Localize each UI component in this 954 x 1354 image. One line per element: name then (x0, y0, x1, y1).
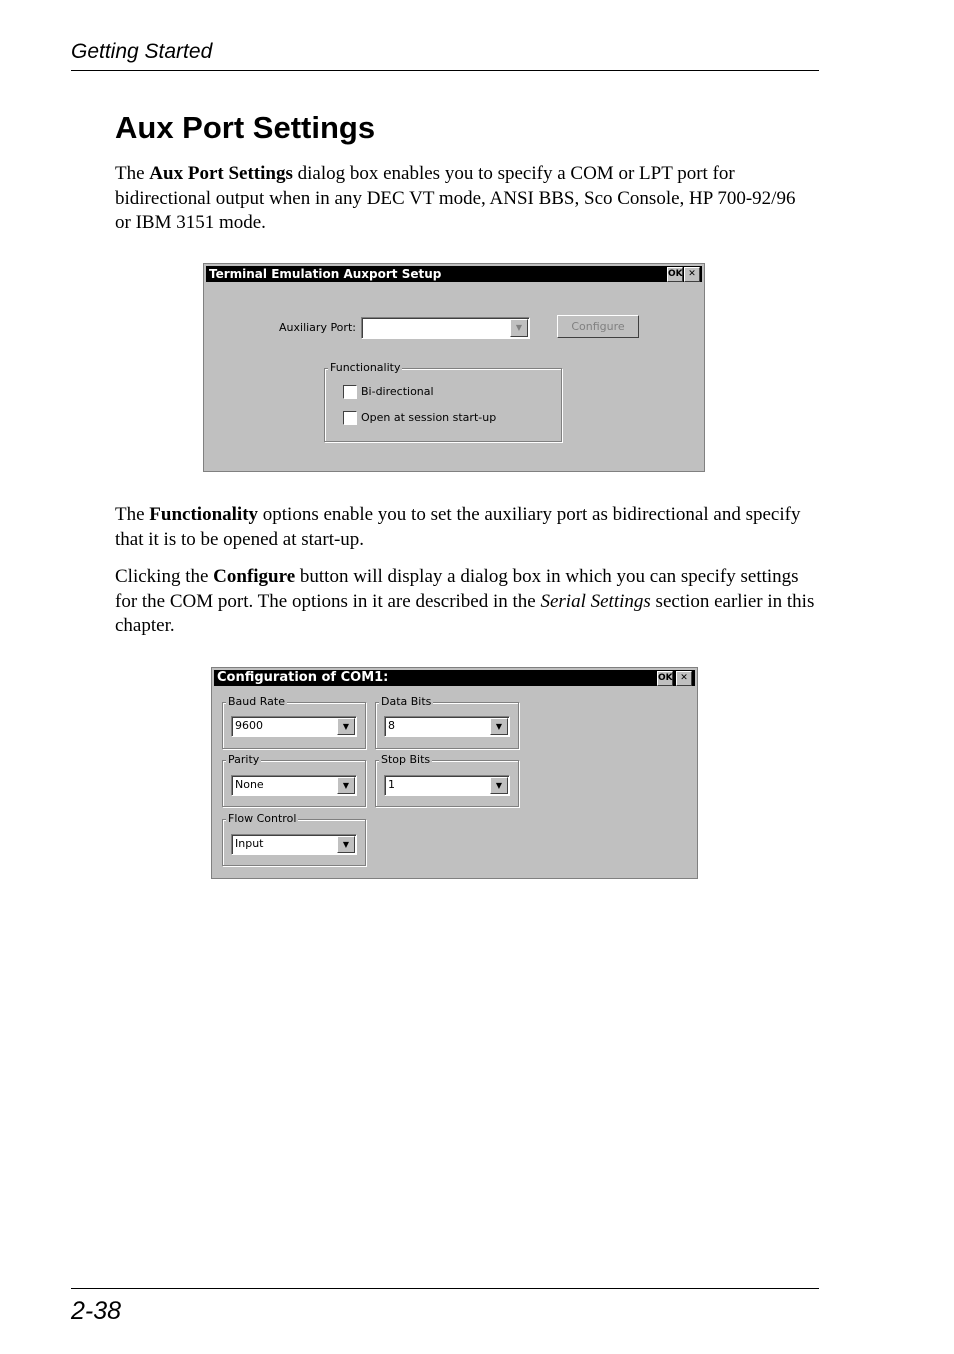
bold-term: Configure (213, 566, 296, 587)
data-bits-dropdown[interactable] (384, 716, 510, 737)
flow-control-value: Input (235, 837, 264, 850)
bidirectional-checkbox[interactable] (343, 385, 357, 399)
chevron-down-icon[interactable]: ▼ (337, 718, 355, 735)
running-header: Getting Started (71, 40, 213, 63)
baud-rate-label: Baud Rate (228, 695, 285, 708)
flow-control-dropdown[interactable] (231, 834, 357, 855)
baud-rate-dropdown[interactable] (231, 716, 357, 737)
data-bits-value: 8 (388, 719, 395, 732)
chevron-down-icon[interactable]: ▼ (490, 718, 508, 735)
text-run: Clicking the (115, 566, 214, 587)
parity-dropdown[interactable] (231, 775, 357, 796)
italic-term: Serial Settings (540, 590, 651, 612)
text-run: section earlier in this chapter. (115, 590, 815, 636)
text-run: The (115, 163, 150, 184)
close-icon[interactable]: ✕ (684, 267, 700, 282)
ok-button[interactable]: OK (667, 267, 683, 282)
text-run: button will display a dialog box in which you can specify settings for the COM port. The options in it are described in the (115, 566, 799, 612)
stop-bits-dropdown[interactable] (384, 775, 510, 796)
page-number: 2-38 (71, 1297, 122, 1325)
functionality-paragraph (115, 503, 815, 552)
footer-rule (71, 1288, 819, 1289)
auxport-setup-dialog (203, 263, 705, 472)
dialog-title-bar (214, 670, 695, 686)
data-bits-group (375, 695, 519, 749)
functionality-group (324, 361, 562, 442)
open-at-startup-label: Open at session start-up (361, 411, 497, 424)
chevron-down-icon[interactable]: ▼ (490, 777, 508, 794)
ok-button[interactable]: OK (657, 671, 673, 686)
functionality-group-label: Functionality (330, 361, 401, 374)
stop-bits-group (375, 753, 519, 807)
parity-group (222, 753, 366, 807)
com-configuration-dialog (211, 667, 698, 879)
configure-paragraph (115, 565, 815, 639)
intro-paragraph (115, 162, 815, 236)
chevron-down-icon[interactable]: ▼ (510, 319, 528, 337)
text-run: options enable you to set the auxiliary port as bidirectional and specify that it is to be opened at start-up. (115, 504, 801, 550)
bold-term: Functionality (149, 504, 259, 525)
parity-label: Parity (228, 753, 260, 766)
bidirectional-label: Bi-directional (361, 385, 434, 398)
dialog-title-bar (206, 266, 702, 282)
header-rule (71, 70, 819, 71)
stop-bits-value: 1 (388, 778, 395, 791)
stop-bits-label: Stop Bits (381, 753, 431, 766)
baud-rate-group (222, 695, 366, 749)
close-icon[interactable]: ✕ (676, 671, 692, 686)
parity-value: None (235, 778, 264, 791)
configure-button[interactable]: Configure (557, 315, 639, 338)
chevron-down-icon[interactable]: ▼ (337, 836, 355, 853)
flow-control-group (222, 812, 366, 866)
auxiliary-port-label: Auxiliary Port: (279, 321, 356, 334)
baud-rate-value: 9600 (235, 719, 263, 732)
dialog-title: Configuration of COM1: (217, 670, 389, 685)
chevron-down-icon[interactable]: ▼ (337, 777, 355, 794)
text-run: The (115, 504, 150, 525)
data-bits-label: Data Bits (381, 695, 432, 708)
page-title: Aux Port Settings (115, 110, 376, 145)
flow-control-label: Flow Control (228, 812, 297, 825)
open-at-startup-checkbox[interactable] (343, 411, 357, 425)
text-run: dialog box enables you to specify a COM or LPT port for bidirectional output when in any DEC VT mode, ANSI BBS, Sco Console, HP 700-92/96 or IBM 3151 mode. (115, 163, 796, 233)
dialog-title: Terminal Emulation Auxport Setup (209, 267, 442, 281)
auxiliary-port-dropdown[interactable] (361, 317, 530, 339)
bold-term: Aux Port Settings (149, 163, 293, 184)
